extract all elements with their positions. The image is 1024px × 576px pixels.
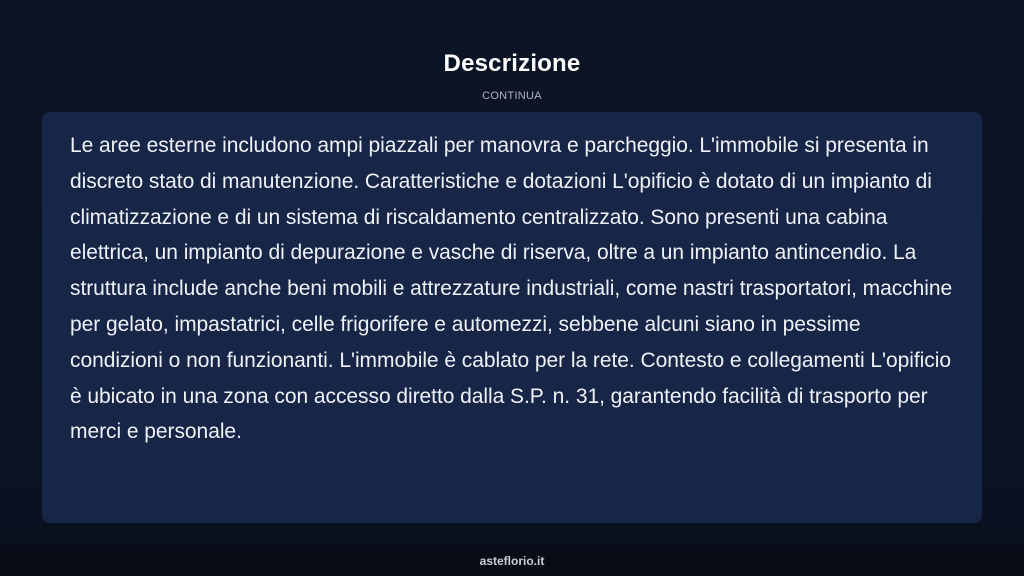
footer-bar xyxy=(0,545,1024,576)
site-name: asteflorio.it xyxy=(479,554,545,568)
page-title: Descrizione xyxy=(443,50,581,77)
description-card xyxy=(42,112,982,523)
description-text: Le aree esterne includono ampi piazzali per manovra e parcheggio. L'immobile si presenta in discreto stato di manutenzione. Caratteristiche e dotazioni L'opificio è dotato di un impianto di climatizzazione e di un sistema di riscaldamento centralizzato. Sono presenti una cabina elettrica, un impianto di depurazione e vasche di riserva, oltre a un impianto antincendio. La struttura include anche beni mobili e attrezzature industriali, come nastri trasportatori, macchine per gelato, impastatrici, celle frigorifere e automezzi, sebbene alcuni siano in pessime condizioni o non funzionanti. L'immobile è cablato per la rete. Contesto e collegamenti L'opificio è ubicato in una zona con accesso diretto dalla S.P. n. 31, garantendo facilità di trasporto per merci e personale. xyxy=(70,134,953,444)
continue-label: CONTINUA xyxy=(482,90,542,102)
